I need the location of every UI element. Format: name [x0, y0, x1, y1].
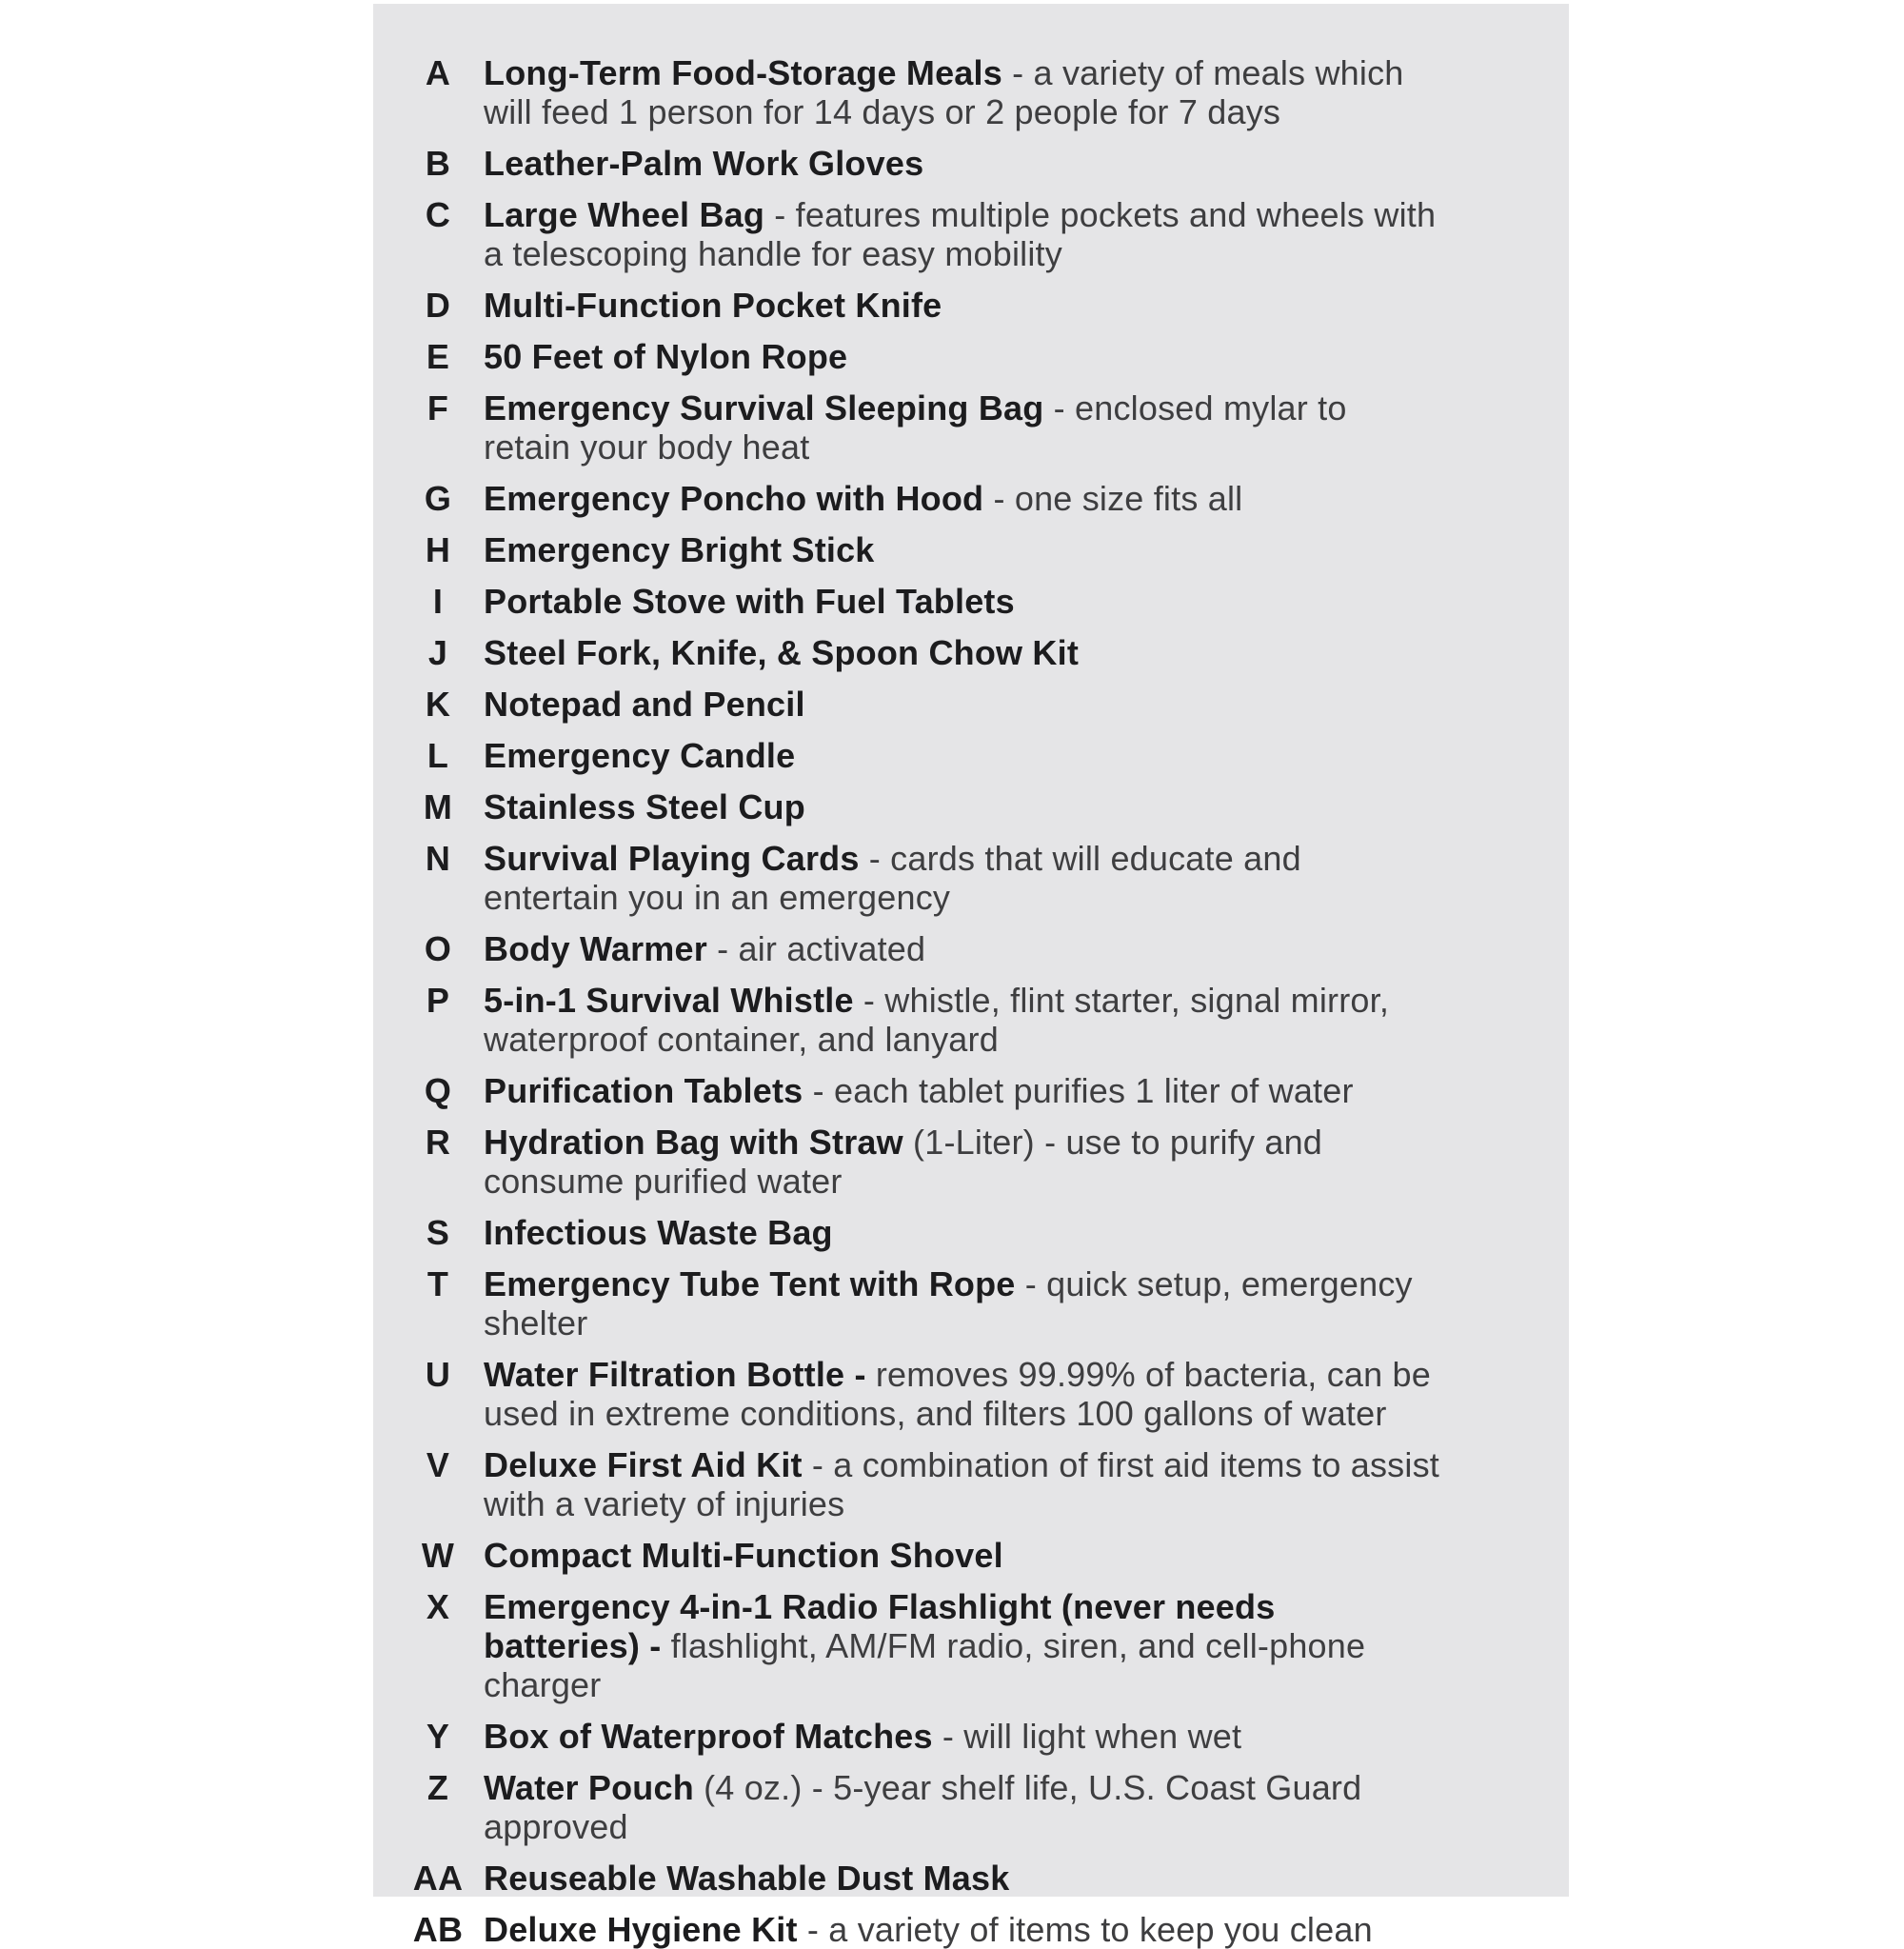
list-item	[400, 787, 1440, 826]
item-text	[484, 929, 1440, 968]
list-item	[400, 53, 1440, 131]
item-description: - cards that will educate and entertain you in an emergency	[484, 839, 1301, 917]
item-name: Water Filtration Bottle -	[484, 1355, 866, 1394]
item-letter: C	[425, 195, 451, 234]
item-letter: S	[426, 1213, 450, 1252]
list-item	[400, 1536, 1440, 1575]
item-description: (4 oz.) - 5-year shelf life, U.S. Coast Guard approved	[484, 1768, 1362, 1846]
item-letter: A	[425, 53, 451, 92]
item-name: Box of Waterproof Matches	[484, 1717, 933, 1756]
item-letter: F	[426, 388, 449, 428]
item-description: - a variety of meals which will feed 1 person for 14 days or 2 people for 7 days	[484, 53, 1404, 131]
item-description: - enclosed mylar to retain your body heat	[484, 388, 1347, 467]
list-item	[400, 1264, 1440, 1342]
supply-list-panel	[373, 4, 1569, 1949]
item-name: Deluxe First Aid Kit	[484, 1445, 803, 1484]
list-item	[400, 685, 1440, 724]
item-description: - quick setup, emergency shelter	[484, 1264, 1413, 1342]
item-text	[484, 530, 1440, 569]
list-item	[400, 1717, 1440, 1756]
item-name: Emergency Tube Tent with Rope	[484, 1264, 1016, 1303]
item-letter: D	[425, 286, 451, 325]
item-description: - will light when wet	[942, 1717, 1242, 1756]
item-name: Survival Playing Cards	[484, 839, 860, 878]
item-letter: L	[426, 736, 449, 775]
item-name: Stainless Steel Cup	[484, 787, 805, 826]
list-item	[400, 337, 1440, 376]
item-name: Emergency Bright Stick	[484, 530, 875, 569]
item-description: - air activated	[717, 929, 926, 968]
list-item	[400, 1213, 1440, 1252]
item-letter: Q	[424, 1071, 452, 1110]
item-letter: AB	[412, 1910, 464, 1949]
item-letter: Y	[426, 1717, 450, 1756]
item-name: Leather-Palm Work Gloves	[484, 144, 924, 183]
item-name: Large Wheel Bag	[484, 195, 765, 234]
item-name: 5-in-1 Survival Whistle	[484, 981, 854, 1020]
item-text	[484, 1717, 1440, 1756]
list-item	[400, 144, 1440, 183]
item-letter: H	[425, 530, 451, 569]
item-description: flashlight, AM/FM radio, siren, and cell-phone charger	[484, 1626, 1366, 1704]
item-text	[484, 1587, 1440, 1704]
item-text	[484, 1859, 1440, 1898]
item-name: Portable Stove with Fuel Tablets	[484, 582, 1015, 621]
item-name: Purification Tablets	[484, 1071, 803, 1110]
item-description: - a combination of first aid items to assist with a variety of injuries	[484, 1445, 1439, 1523]
item-text	[484, 839, 1440, 917]
item-text	[484, 1910, 1440, 1949]
item-letter: G	[424, 479, 452, 518]
item-text	[484, 1536, 1440, 1575]
item-letter: X	[426, 1587, 450, 1626]
item-text	[484, 1445, 1440, 1523]
item-name: Steel Fork, Knife, & Spoon Chow Kit	[484, 633, 1080, 672]
item-letter: I	[432, 582, 444, 621]
item-name: 50 Feet of Nylon Rope	[484, 337, 848, 376]
list-item	[400, 1910, 1440, 1949]
list-item	[400, 1859, 1440, 1898]
list-item	[400, 1587, 1440, 1704]
list-item	[400, 286, 1440, 325]
item-description: - each tablet purifies 1 liter of water	[812, 1071, 1354, 1110]
list-item	[400, 479, 1440, 518]
item-text	[484, 53, 1440, 131]
item-letter: O	[424, 929, 452, 968]
item-name: Long-Term Food-Storage Meals	[484, 53, 1002, 92]
item-letter: W	[421, 1536, 455, 1575]
item-letter: K	[425, 685, 451, 724]
item-text	[484, 685, 1440, 724]
item-text	[484, 582, 1440, 621]
item-description: - whistle, flint starter, signal mirror, waterproof container, and lanyard	[484, 981, 1390, 1059]
item-description: removes 99.99% of bacteria, can be used in extreme conditions, and filters 100 gallons of water	[484, 1355, 1431, 1433]
item-letter: Z	[426, 1768, 449, 1807]
item-letter: AA	[412, 1859, 464, 1898]
item-letter: P	[426, 981, 450, 1020]
item-text	[484, 736, 1440, 775]
item-letter: T	[426, 1264, 449, 1303]
supply-list	[373, 4, 1569, 1949]
item-text	[484, 388, 1440, 467]
item-letter: N	[425, 839, 451, 878]
list-item	[400, 388, 1440, 467]
list-item	[400, 582, 1440, 621]
item-name: Notepad and Pencil	[484, 685, 805, 724]
item-name: Emergency Poncho with Hood	[484, 479, 984, 518]
item-text	[484, 1071, 1440, 1110]
list-item	[400, 736, 1440, 775]
item-letter: U	[425, 1355, 451, 1394]
item-text	[484, 1355, 1440, 1433]
item-text	[484, 1264, 1440, 1342]
item-letter: R	[425, 1123, 451, 1162]
item-name: Compact Multi-Function Shovel	[484, 1536, 1003, 1575]
item-letter: M	[423, 787, 453, 826]
item-text	[484, 479, 1440, 518]
item-letter: V	[426, 1445, 450, 1484]
item-name: Hydration Bag with Straw	[484, 1123, 903, 1162]
item-description: - features multiple pockets and wheels with a telescoping handle for easy mobility	[484, 195, 1437, 273]
item-description: (1-Liter) - use to purify and consume purified water	[484, 1123, 1323, 1201]
list-item	[400, 981, 1440, 1059]
item-description: - a variety of items to keep you clean	[806, 1910, 1373, 1949]
list-item	[400, 1768, 1440, 1846]
item-letter: B	[425, 144, 451, 183]
item-name: Infectious Waste Bag	[484, 1213, 833, 1252]
item-name: Emergency Survival Sleeping Bag	[484, 388, 1044, 428]
item-letter: E	[426, 337, 450, 376]
list-item	[400, 195, 1440, 273]
item-text	[484, 981, 1440, 1059]
item-letter: J	[427, 633, 448, 672]
item-text	[484, 286, 1440, 325]
item-text	[484, 195, 1440, 273]
item-name: Deluxe Hygiene Kit	[484, 1910, 798, 1949]
list-item	[400, 929, 1440, 968]
item-text	[484, 1768, 1440, 1846]
list-item	[400, 530, 1440, 569]
item-name: Reuseable Washable Dust Mask	[484, 1859, 1010, 1898]
item-name: Water Pouch	[484, 1768, 694, 1807]
item-description: - one size fits all	[993, 479, 1243, 518]
item-text	[484, 337, 1440, 376]
item-name: Emergency Candle	[484, 736, 796, 775]
item-name: Multi-Function Pocket Knife	[484, 286, 942, 325]
list-item	[400, 839, 1440, 917]
item-text	[484, 144, 1440, 183]
list-item	[400, 1123, 1440, 1201]
list-item	[400, 1071, 1440, 1110]
list-item	[400, 633, 1440, 672]
item-text	[484, 1213, 1440, 1252]
item-name: Body Warmer	[484, 929, 707, 968]
item-text	[484, 1123, 1440, 1201]
item-text	[484, 787, 1440, 826]
item-name: Emergency 4-in-1 Radio Flashlight (never needs batteries) -	[484, 1587, 1276, 1665]
item-text	[484, 633, 1440, 672]
list-item	[400, 1355, 1440, 1433]
list-item	[400, 1445, 1440, 1523]
